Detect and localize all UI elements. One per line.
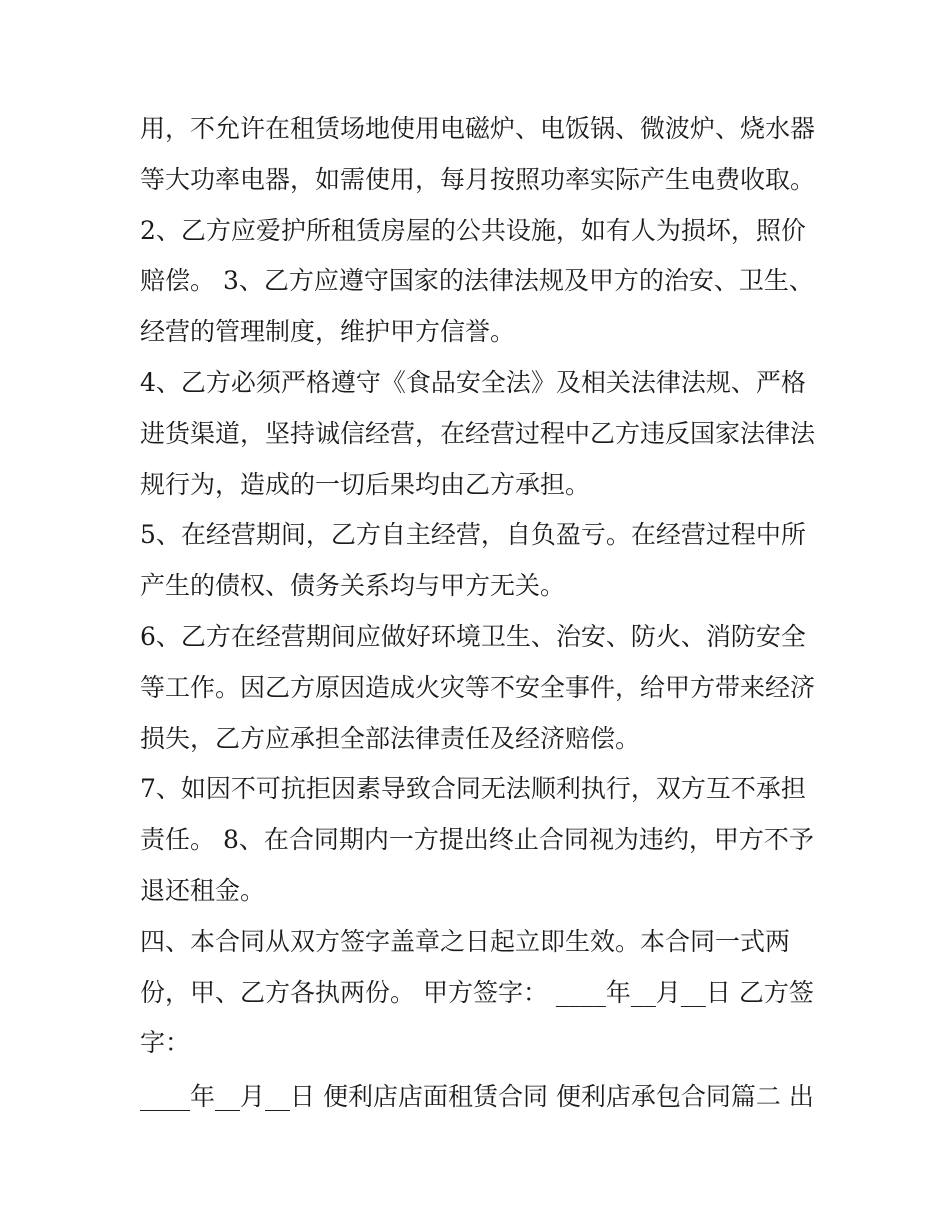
text-line: 7、如因不可抗拒因素导致合同无法顺利执行，双方互不承担 xyxy=(140,774,806,804)
text-line: 退还租金。 xyxy=(140,875,266,905)
text-line: 责任。 8、在合同期内一方提出终止合同视为违约，甲方不予 xyxy=(140,825,814,855)
text-line: 用，不允许在租赁场地使用电磁炉、电饭锅、微波炉、烧水器 xyxy=(140,114,816,143)
text-line: 等工作。因乙方原因造成火灾等不安全事件，给甲方带来经济 xyxy=(140,672,816,702)
text-line: 份，甲、乙方各执两份。 甲方签字： ____年__月__日 乙方签 xyxy=(140,977,814,1007)
text-line: 赔偿。 3、乙方应遵守国家的法律法规及甲方的治安、卫生、 xyxy=(140,266,814,296)
text-line: 6、乙方在经营期间应做好环境卫生、治安、防火、消防安全 xyxy=(140,621,806,651)
text-line: 规行为，造成的一切后果均由乙方承担。 xyxy=(140,469,591,499)
text-line: 四、本合同从双方签字盖章之日起立即生效。本合同一式两 xyxy=(140,926,791,956)
text-line: 字： xyxy=(140,1028,191,1058)
text-line: 5、在经营期间，乙方自主经营，自负盈亏。在经营过程中所 xyxy=(140,520,806,550)
text-line: 4、乙方必须严格遵守《食品安全法》及相关法律法规、严格 xyxy=(140,367,806,397)
text-line: 等大功率电器，如需使用，每月按照功率实际产生电费收取。 xyxy=(140,164,816,194)
document-body xyxy=(140,104,820,1123)
text-line: 产生的债权、债务关系均与甲方无关。 xyxy=(140,571,566,601)
text-line: 进货渠道，坚持诚信经营，在经营过程中乙方违反国家法律法 xyxy=(140,418,816,448)
text-line: ____年__月__日 便利店店面租赁合同 便利店承包合同篇二 出 xyxy=(140,1082,814,1112)
text-line: 2、乙方应爱护所租赁房屋的公共设施，如有人为损坏，照价 xyxy=(140,215,806,245)
text-line: 经营的管理制度，维护甲方信誉。 xyxy=(140,317,516,347)
text-line: 损失，乙方应承担全部法律责任及经济赔偿。 xyxy=(140,723,641,753)
